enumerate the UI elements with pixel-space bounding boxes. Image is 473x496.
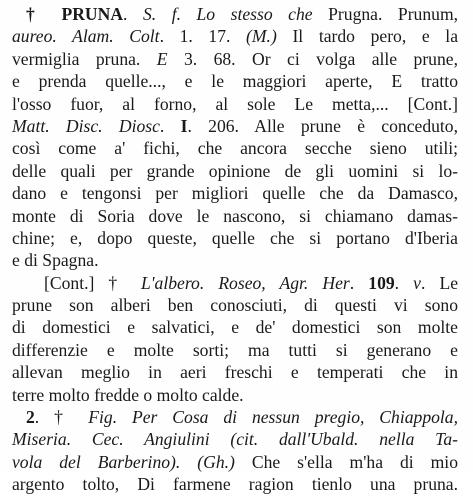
entry-text-line: vermiglia pruna. E 3. 68. Or ci volga alle prune, bbox=[12, 48, 458, 69]
entry-headword-line: † PRUNA. S. f. Lo stesso che Prugna. Prunum, bbox=[26, 4, 459, 24]
entry-text-line: e di Spagna. bbox=[12, 250, 99, 271]
entry-text-line: e prenda quelle..., e le maggiori aperte, E tratto bbox=[12, 71, 458, 92]
entry-text-line: così come a' fichi, che ancora secche sieno utili; bbox=[12, 138, 458, 159]
entry-text-line: Miseria. Cec. Angiulini (cit. dall'Ubald. nella Ta- bbox=[12, 429, 458, 450]
entry-text-line: l'osso fuor, al forno, al sole Le metta,... [Cont.] bbox=[12, 93, 458, 114]
entry-text-line: argento tolto, Di farmene ragion tienlo una pruna. bbox=[12, 474, 458, 495]
entry-text-line: chine; e, dopo queste, quelle che si portano d'Iberia bbox=[12, 227, 458, 248]
entry-text-line: monte di Soria dove le nascono, si chiamano damas- bbox=[12, 205, 458, 226]
entry-text-line: delle quali per grande opinione de gli uomini si lo- bbox=[12, 160, 458, 181]
entry-text-line: di domestici e salvatici, e de' domestici son molte bbox=[12, 317, 458, 338]
entry-sense-line: [Cont.] † L'albero. Roseo, Agr. Her. 109. v. Le bbox=[44, 272, 459, 293]
entry-text-line: dano e tengonsi per migliori quelle che da Damasco, bbox=[12, 183, 458, 204]
entry-text-line: differenzie e molte sorti; ma tutti si generano e bbox=[12, 339, 458, 360]
entry-text-line: Matt. Disc. Diosc. I. 206. Alle prune è conceduto, bbox=[12, 115, 458, 136]
dictionary-entry-pruna bbox=[12, 3, 458, 496]
entry-text-line: allevan meglio in aeri freschi e temperati che in bbox=[12, 362, 458, 383]
entry-text-line: prune son alberi ben conosciuti, di questi vi sono bbox=[12, 295, 458, 316]
entry-text-line: aureo. Alam. Colt. 1. 17. (M.) Il tardo pero, e la bbox=[12, 26, 459, 47]
entry-sense-2-line: 2. † Fig. Per Cosa di nessun pregio, Chiappola, bbox=[26, 407, 458, 428]
entry-text-line: terre molto fredde o molto calde. bbox=[12, 384, 244, 405]
entry-text-line: vola del Barberino). (Gh.) Che s'ella m'ha di mio bbox=[12, 451, 458, 472]
